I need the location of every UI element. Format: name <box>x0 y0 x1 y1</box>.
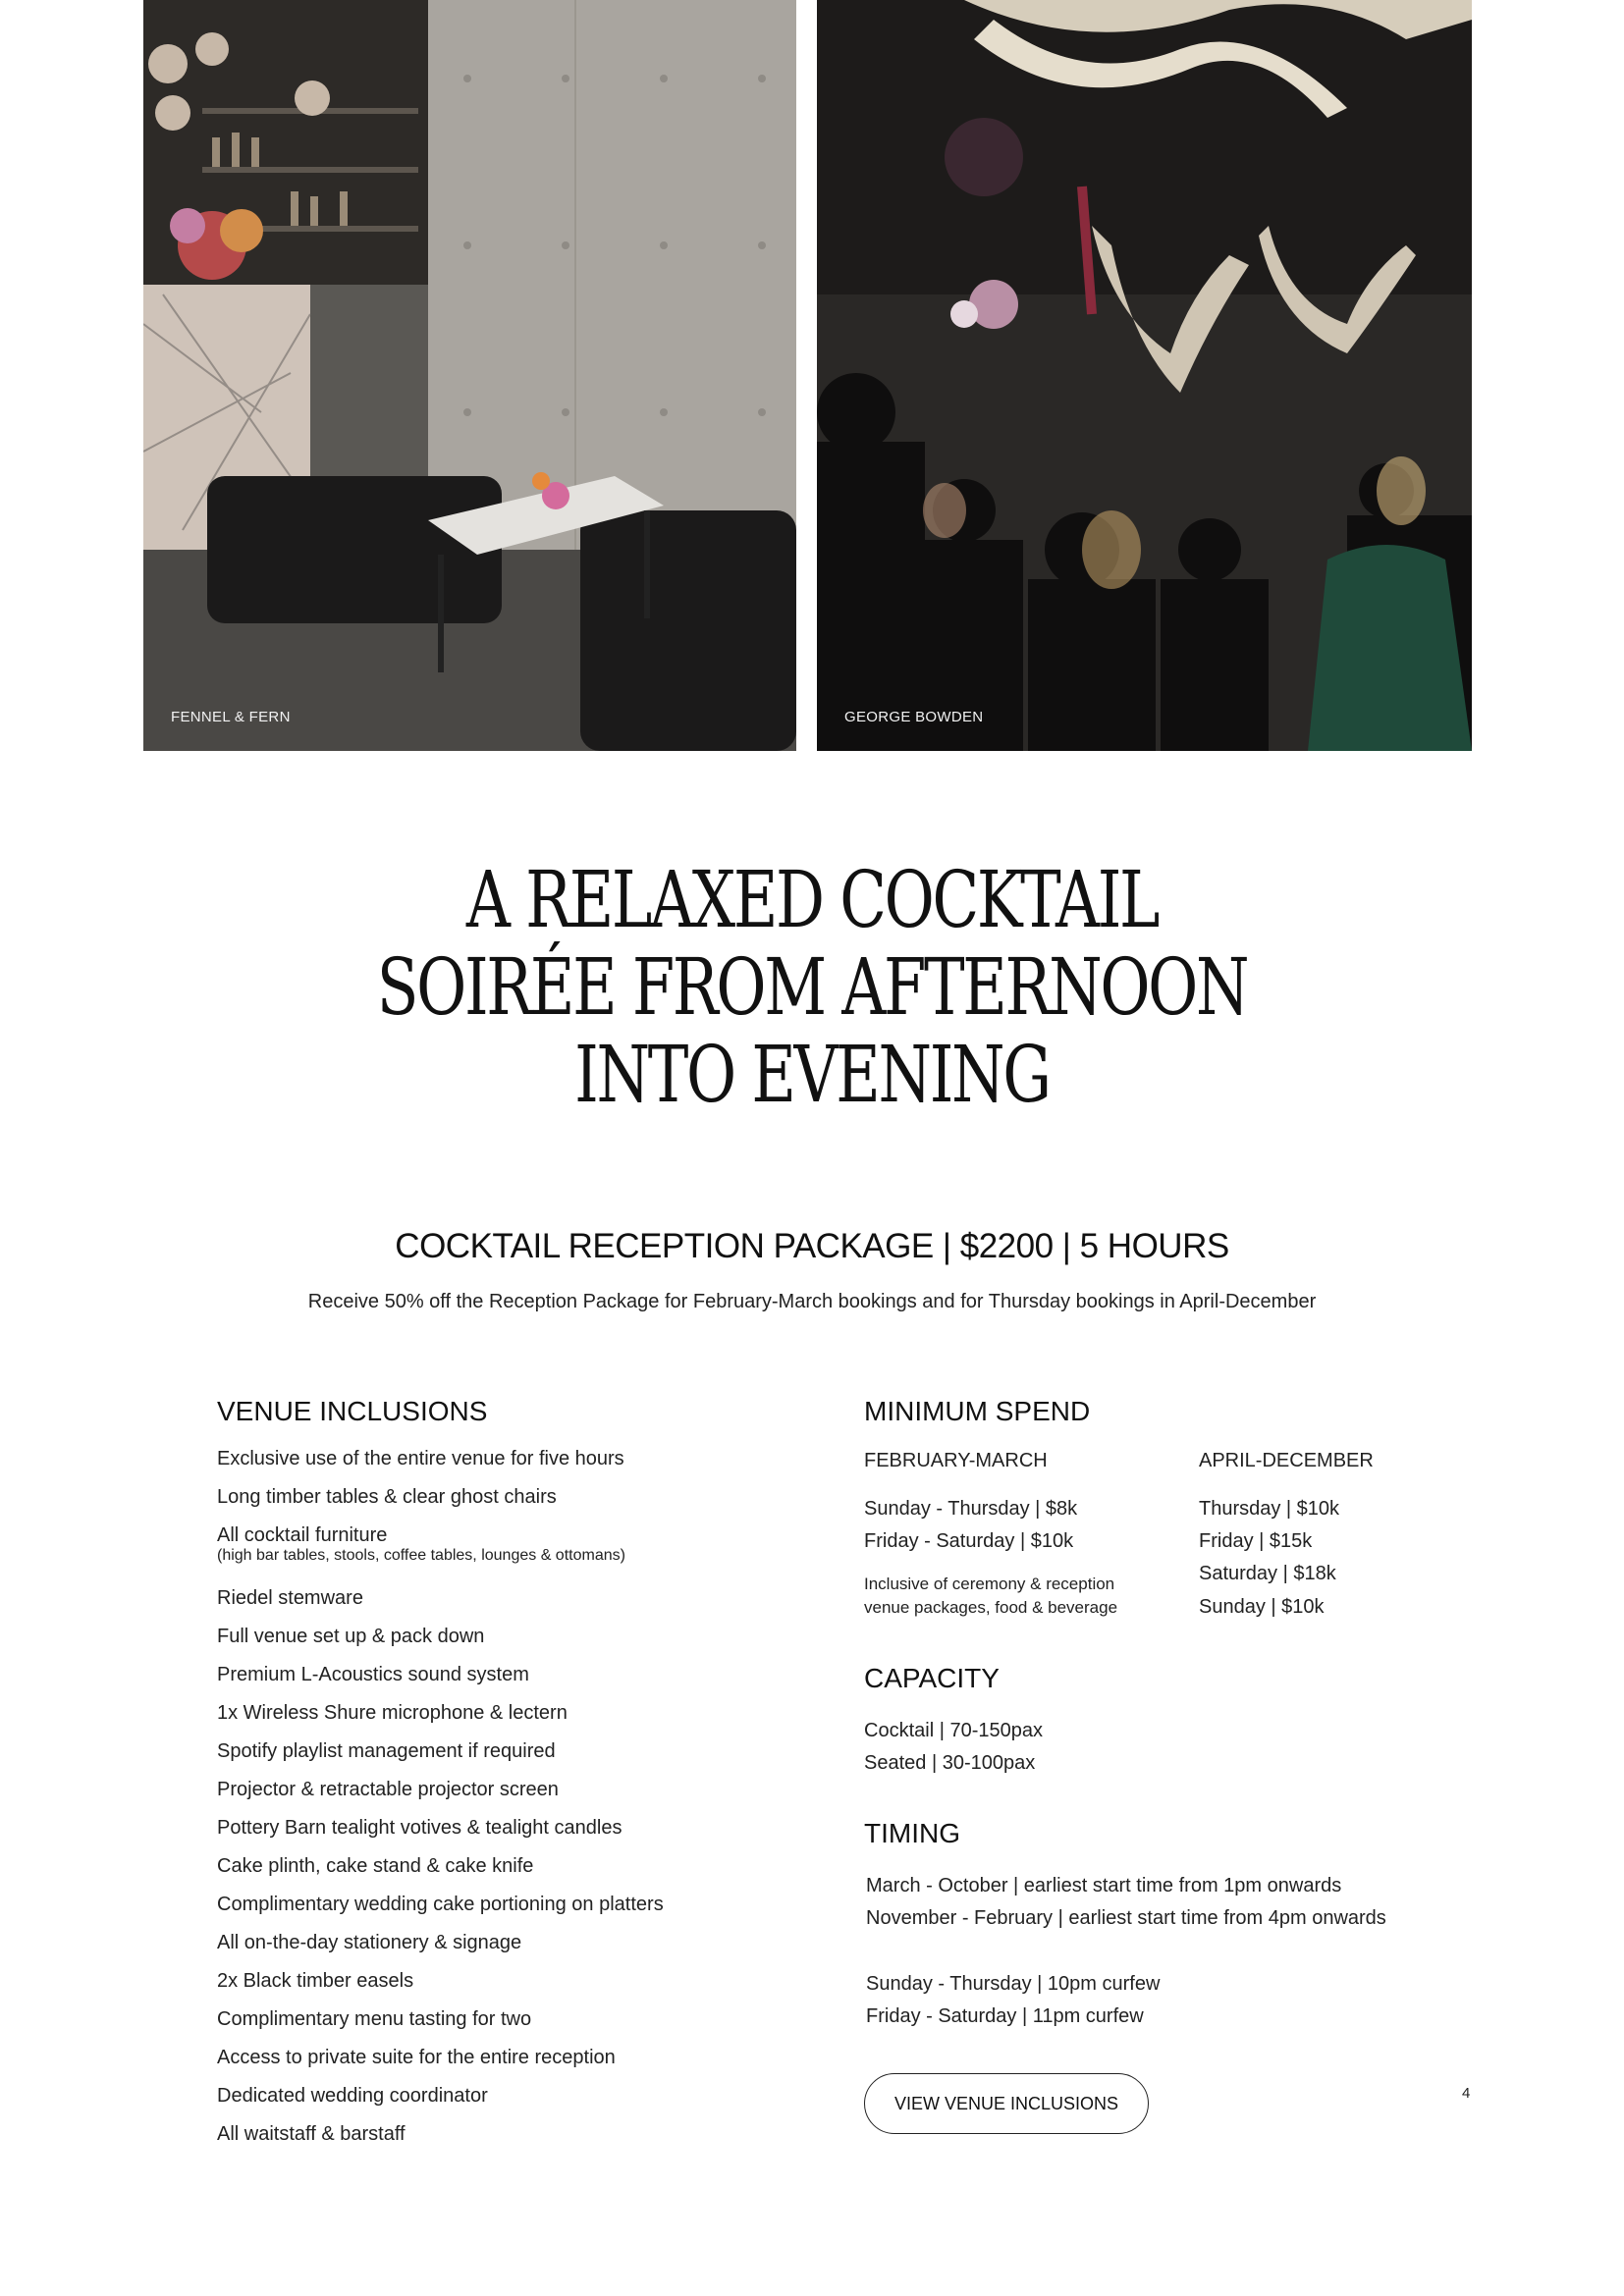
photo-credit: FENNEL & FERN <box>171 709 291 725</box>
curfew-line: Sunday - Thursday | 10pm curfew <box>866 1973 1161 1995</box>
list-item: Spotify playlist management if required <box>217 1740 556 1762</box>
curfew-line: Friday - Saturday | 11pm curfew <box>866 2005 1144 2027</box>
spend-note <box>864 1573 1117 1620</box>
list-item: Complimentary wedding cake portioning on platters <box>217 1894 664 1915</box>
list-item: Full venue set up & pack down <box>217 1626 485 1647</box>
spend-line: Thursday | $10k <box>1199 1498 1340 1520</box>
spend-line: Saturday | $18k <box>1199 1563 1336 1584</box>
spend-line: Sunday - Thursday | $8k <box>864 1498 1078 1520</box>
page-headline <box>179 856 1445 1118</box>
photo-credit: GEORGE BOWDEN <box>844 709 984 725</box>
capacity-heading: CAPACITY <box>864 1663 1000 1693</box>
spend-line: Friday | $15k <box>1199 1530 1313 1552</box>
list-item: Premium L-Acoustics sound system <box>217 1664 529 1685</box>
list-item: 2x Black timber easels <box>217 1970 414 1992</box>
event-crowd-photo <box>817 0 1472 751</box>
venue-inclusions-heading: VENUE INCLUSIONS <box>217 1396 488 1426</box>
spend-line: Sunday | $10k <box>1199 1596 1325 1618</box>
headline-line: A RELAXED COCKTAIL <box>465 854 1159 945</box>
timing-line: March - October | earliest start time from 1pm onwards <box>866 1875 1342 1896</box>
spend-line: Friday - Saturday | $10k <box>864 1530 1074 1552</box>
apr-dec-heading: APRIL-DECEMBER <box>1199 1450 1374 1471</box>
feb-march-heading: FEBRUARY-MARCH <box>864 1450 1048 1471</box>
list-item: Dedicated wedding coordinator <box>217 2085 488 2107</box>
capacity-line: Cocktail | 70-150pax <box>864 1720 1043 1741</box>
venue-lounge-photo <box>143 0 796 751</box>
list-item-label: All cocktail furniture <box>217 1524 388 1546</box>
venue-inclusions-list <box>217 1448 664 2162</box>
spend-note-line: Inclusive of ceremony & reception <box>864 1575 1115 1593</box>
list-item: Complimentary menu tasting for two <box>217 2008 532 2030</box>
timing-heading: TIMING <box>864 1818 960 1848</box>
list-item: All on-the-day stationery & signage <box>217 1932 522 1953</box>
headline-line: SOIRÉE FROM AFTERNOON <box>376 941 1248 1033</box>
view-venue-inclusions-button[interactable]: VIEW VENUE INCLUSIONS <box>864 2073 1149 2134</box>
list-item: Riedel stemware <box>217 1587 363 1609</box>
list-item: Exclusive use of the entire venue for five hours <box>217 1448 624 1469</box>
package-subtitle: Receive 50% off the Reception Package for February-March bookings and for Thursday bookings in April-December <box>307 1291 1317 1312</box>
list-item: Projector & retractable projector screen <box>217 1779 559 1800</box>
minimum-spend-heading: MINIMUM SPEND <box>864 1396 1091 1426</box>
list-item <box>217 1524 664 1587</box>
list-item: 1x Wireless Shure microphone & lectern <box>217 1702 568 1724</box>
page-number: 4 <box>1462 2085 1471 2102</box>
capacity-line: Seated | 30-100pax <box>864 1752 1036 1774</box>
headline-line: INTO EVENING <box>574 1029 1050 1120</box>
list-item: Pottery Barn tealight votives & tealight candles <box>217 1817 623 1839</box>
list-item: Cake plinth, cake stand & cake knife <box>217 1855 534 1877</box>
furniture-note: (high bar tables, stools, coffee tables, lounges & ottomans) <box>217 1547 625 1564</box>
timing-line: November - February | earliest start time from 4pm onwards <box>866 1907 1386 1929</box>
list-item: Access to private suite for the entire reception <box>217 2047 616 2068</box>
list-item: Long timber tables & clear ghost chairs <box>217 1486 557 1508</box>
spend-note-line: venue packages, food & beverage <box>864 1598 1118 1617</box>
list-item: All waitstaff & barstaff <box>217 2123 406 2145</box>
package-title: COCKTAIL RECEPTION PACKAGE | $2200 | 5 HOURS <box>395 1227 1229 1265</box>
